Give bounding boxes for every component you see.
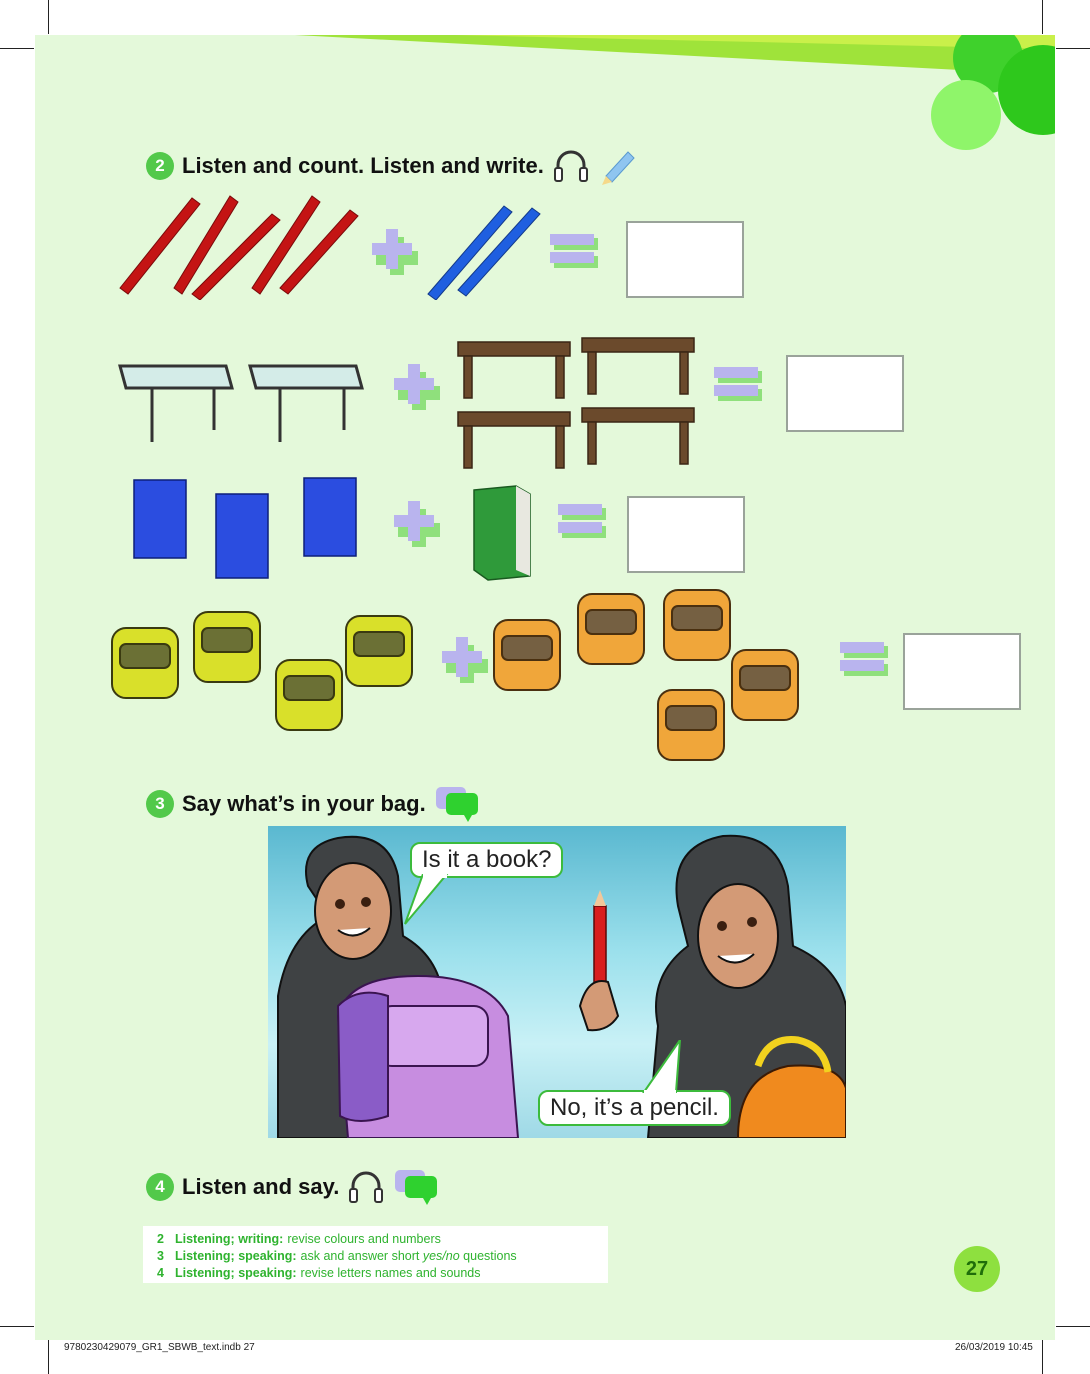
note-label: Listening; writing:: [175, 1232, 284, 1246]
plus-sign: [390, 360, 440, 410]
answer-box[interactable]: [786, 355, 904, 432]
exercise-2-header: [146, 146, 638, 186]
exercise-number: 4: [146, 1173, 174, 1201]
footer-timestamp: 26/03/2019 10:45: [955, 1342, 1033, 1353]
bubble-tail: [403, 874, 453, 926]
answer-box[interactable]: [627, 496, 745, 573]
exercise-number: 3: [146, 790, 174, 818]
bubble-tail: [636, 1040, 692, 1094]
crop-mark: [1042, 1340, 1043, 1374]
note-number: 3: [157, 1249, 164, 1263]
crop-mark: [48, 0, 49, 34]
note-text: revise letters names and sounds: [300, 1266, 481, 1280]
equals-sign: [556, 502, 610, 542]
note-line: [157, 1265, 608, 1282]
crop-mark: [1042, 0, 1043, 34]
headphones-icon: [347, 1169, 385, 1205]
note-label: Listening; speaking:: [175, 1249, 297, 1263]
page-number: 27: [954, 1246, 1000, 1292]
deco-circle: [931, 80, 1001, 150]
speech-bubble-question: Is it a book?: [410, 842, 563, 878]
note-number: 2: [157, 1232, 164, 1246]
blue-pencils-group: [424, 200, 549, 300]
note-text: revise colours and numbers: [287, 1232, 441, 1246]
crop-mark: [0, 1326, 34, 1327]
dialogue-illustration: [268, 826, 846, 1138]
crop-mark: [0, 48, 34, 49]
teacher-notes: [143, 1226, 608, 1283]
speech-bubble-answer: No, it’s a pencil.: [538, 1090, 731, 1126]
blue-books-group: [130, 474, 365, 584]
exercise-instruction: Listen and count. Listen and write.: [182, 153, 544, 178]
equals-sign: [712, 365, 766, 405]
exercise-4-header: [146, 1168, 439, 1206]
crop-mark: [1056, 48, 1090, 49]
note-text-end: questions: [459, 1249, 517, 1263]
plus-sign: [438, 633, 488, 683]
yellow-bags-group: [106, 600, 422, 745]
plus-sign: [390, 497, 440, 547]
exercise-instruction: Listen and say.: [182, 1174, 340, 1199]
red-pencils-group: [112, 190, 362, 300]
red-pencil: [120, 196, 358, 300]
speech-bubbles-icon: [393, 1168, 439, 1206]
wooden-tables-group: [456, 336, 701, 476]
exercise-number: 2: [146, 152, 174, 180]
footer-file-slug: 9780230429079_GR1_SBWB_text.indb 27: [64, 1342, 255, 1353]
note-text-italic: yes/no: [422, 1249, 460, 1263]
crop-mark: [48, 1340, 49, 1374]
answer-box[interactable]: [626, 221, 744, 298]
glass-tables-group: [118, 360, 368, 445]
green-book: [470, 484, 536, 582]
note-line: [157, 1231, 608, 1248]
crop-mark: [1056, 1326, 1090, 1327]
exercise-instruction: Say what’s in your bag.: [182, 791, 426, 816]
top-green-band: [35, 35, 1055, 75]
exercise-3-header: [146, 785, 480, 823]
equals-sign: [838, 640, 892, 680]
equals-sign: [548, 232, 602, 272]
plus-sign: [368, 225, 418, 275]
orange-bags-group: [490, 584, 810, 769]
answer-box[interactable]: [903, 633, 1021, 710]
pencil-icon: [598, 146, 638, 186]
note-text: ask and answer short: [300, 1249, 423, 1263]
note-label: Listening; speaking:: [175, 1266, 297, 1280]
speech-bubbles-icon: [434, 785, 480, 823]
note-line: [157, 1248, 608, 1265]
note-number: 4: [157, 1266, 164, 1280]
headphones-icon: [552, 148, 590, 184]
